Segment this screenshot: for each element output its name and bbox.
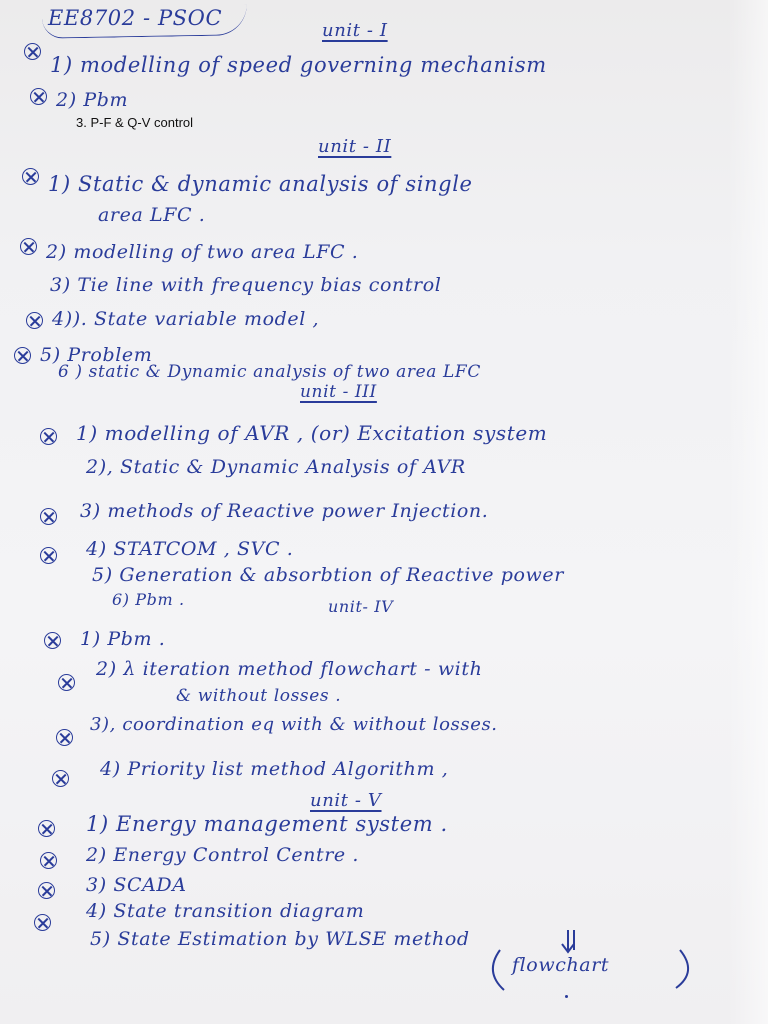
unit-2-item-5: 5) Problem [40,344,153,366]
cross-mark-icon [56,729,73,746]
unit-3-item-5: 5) Generation & absorbtion of Reactive power [92,564,564,586]
unit-2-item-6: 6 ) static & Dynamic analysis of two area LFC [58,362,481,382]
unit-2-item-3: 3) Tie line with frequency bias control [50,274,442,296]
unit-5-item-5: 5) State Estimation by WLSE method [90,928,470,950]
cross-mark-icon [38,820,55,837]
unit-3-heading: unit - III [300,382,377,402]
unit-3-item-2: 2), Static & Dynamic Analysis of AVR [86,456,466,478]
unit-1-item-3-typed: 3. P-F & Q-V control [76,115,194,130]
cross-mark-icon [40,547,57,564]
unit-4-item-1: 1) Pbm . [80,628,166,650]
cross-mark-icon [14,347,31,364]
unit-2-heading: unit - II [318,136,392,157]
cross-mark-icon [22,168,39,185]
ink-dot [565,995,568,998]
flowchart-annotation [470,900,730,1000]
flowchart-note: flowchart [512,954,610,976]
unit-5-item-1: 1) Energy management system . [86,812,448,836]
cross-mark-icon [40,428,57,445]
unit-2-item-1-cont: area LFC . [98,204,206,226]
unit-1-item-1: 1) modelling of speed governing mechanism [50,53,547,77]
cross-mark-icon [20,238,37,255]
unit-4-heading: unit- IV [328,597,394,616]
unit-4-item-2: 2) λ iteration method flowchart - with [96,658,483,680]
unit-2-item-1: 1) Static & dynamic analysis of single [48,172,473,196]
unit-3-item-6: 6) Pbm . [112,590,185,609]
paper-edge-shading [728,0,768,1024]
unit-3-item-4: 4) STATCOM , SVC . [86,538,294,560]
open-paren-icon [493,950,504,990]
unit-1-heading: unit - I [322,20,388,41]
unit-4-item-2-cont: & without losses . [176,686,342,706]
unit-5-heading: unit - V [310,790,382,811]
cross-mark-icon [26,312,43,329]
close-paren-icon [676,950,688,988]
down-arrow-icon [562,930,574,952]
cross-mark-icon [24,43,41,60]
cross-mark-icon [34,914,51,931]
unit-5-item-4: 4) State transition diagram [86,900,365,922]
unit-4-item-3: 3), coordination eq with & without losses. [90,714,498,735]
cross-mark-icon [58,674,75,691]
cross-mark-icon [44,632,61,649]
course-code: EE8702 - PSOC [48,6,223,30]
cross-mark-icon [40,852,57,869]
unit-3-item-3: 3) methods of Reactive power Injection. [80,500,489,522]
cross-mark-icon [40,508,57,525]
unit-1-item-2: 2) Pbm [56,89,129,111]
cross-mark-icon [30,88,47,105]
unit-2-item-2: 2) modelling of two area LFC . [46,241,359,263]
unit-2-item-4: 4)). State variable model , [52,308,320,330]
unit-4-item-4: 4) Priority list method Algorithm , [100,758,449,780]
unit-5-item-3: 3) SCADA [86,874,187,896]
cross-mark-icon [52,770,69,787]
unit-3-item-1: 1) modelling of AVR , (or) Excitation system [76,421,548,445]
cross-mark-icon [38,882,55,899]
unit-5-item-2: 2) Energy Control Centre . [86,844,360,866]
